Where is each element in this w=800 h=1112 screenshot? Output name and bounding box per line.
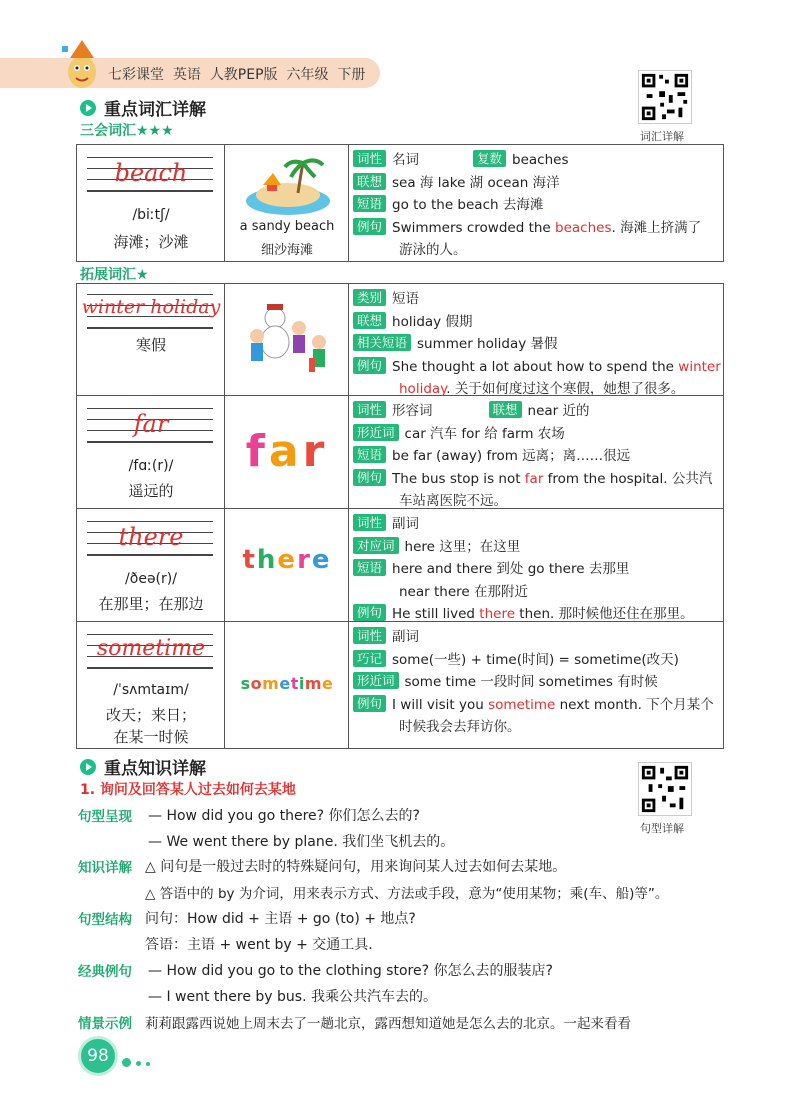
decor-dot: [122, 1058, 131, 1067]
page-number: 98: [78, 1036, 118, 1076]
word-meaning: 在那里；在那边: [98, 595, 204, 613]
explain-1: △ 问句是一般过去时的特殊疑问句，用来询问某人过去如何去某地。: [145, 859, 567, 875]
word-cell: [77, 509, 225, 621]
vocab-row-there: [77, 508, 723, 621]
image-cell: [225, 396, 349, 508]
word-phonetic: /fɑː(r)/: [128, 458, 174, 474]
image-cell: [225, 284, 349, 395]
word-cell: [77, 284, 225, 395]
present-question: — How did you go there? 你们怎么去的?: [148, 808, 420, 824]
word-script: there: [118, 523, 184, 551]
word-meaning-2: 在某一时候: [113, 728, 189, 746]
core-vocab-label: 三会词汇★★★: [80, 123, 174, 139]
play-icon: [80, 759, 96, 775]
sometime-letters-illustration: sometime: [240, 674, 334, 693]
label-classic: 经典例句: [78, 964, 132, 980]
word-script: beach: [114, 159, 188, 187]
label-scene: 情景示例: [78, 1016, 132, 1032]
word-meaning: 寒假: [135, 336, 166, 354]
word-meaning-1: 改天；来日；: [105, 706, 196, 724]
book-title: 七彩课堂 英语 人教PEP版 六年级 下册: [108, 67, 366, 83]
word-phonetic: /ðeə(r)/: [125, 571, 177, 587]
vocab-row-far: [77, 395, 723, 508]
vocab-row-sometime: [77, 621, 723, 748]
detail-cell: 词性 形容词 联想 near 近的 形近词 car 汽车 for 给 farm 农场 短语 be far (away) from 远离；离……很远 例句 The bus stop is not far from the hospital. 公共汽 车站离医院不远。: [349, 396, 723, 508]
detail-cell: 类别 短语 联想 holiday 假期 相关短语 summer holiday 暑假 例句 She thought a lot about how to spend the winter holiday. 关于如何度过这个寒假，她想了很多。: [349, 284, 723, 395]
word-script: winter holiday: [81, 296, 221, 318]
label-structure: 句型结构: [78, 912, 132, 928]
word-phonetic: /ˈsʌmtaɪm/: [113, 682, 189, 698]
section-title-knowledge: 重点知识详解: [80, 754, 206, 779]
present-answer: — We went there by plane. 我们坐飞机去的。: [148, 834, 455, 850]
structure-question: 问句：How did + 主语 + go (to) + 地点?: [145, 911, 416, 927]
word-meaning: 遥远的: [128, 482, 174, 500]
ext-vocab-label: 拓展词汇★: [80, 267, 149, 283]
image-cell: [225, 509, 349, 621]
structure-answer: 答语：主语 + went by + 交通工具.: [145, 937, 373, 953]
explain-2: △ 答语中的 by 为介词，用来表示方式、方法或手段，意为“使用某物；乘(车、船)等”。: [145, 886, 669, 902]
classic-question: — How did you go to the clothing store? 你怎么去的服装店?: [148, 963, 553, 979]
far-letters-illustration: far: [245, 426, 329, 477]
qr-code-sentence-icon[interactable]: [638, 762, 692, 816]
word-cell: [77, 622, 225, 748]
there-letters-illustration: there: [242, 545, 332, 575]
play-icon: [80, 100, 96, 116]
vocab-row-winter-holiday: [77, 284, 723, 395]
word-cell: [77, 145, 225, 261]
qr-code-vocab-icon[interactable]: [638, 70, 692, 124]
image-cell: [225, 145, 349, 261]
detail-cell: 词性 副词 巧记 some(一些) + time(时间) = sometime(改天) 形近词 some time 一段时间 sometimes 有时候 例句 I will visit you sometime next month. 下个月某个 时候我会去拜访你。: [349, 622, 723, 748]
image-caption-en: a sandy beach: [239, 219, 335, 234]
label-present: 句型呈现: [78, 809, 132, 825]
detail-cell: 词性 名词 复数 beaches 联想 sea 海 lake 湖 ocean 海洋 短语 go to the beach 去海滩 例句 Swimmers crowded the beaches. 海滩上挤满了 游泳的人。: [349, 145, 723, 261]
qr-caption-sentence: 句型详解: [640, 822, 684, 835]
vocab-row-beach: [77, 145, 723, 261]
mascot-pencil-icon: [56, 38, 108, 92]
word-meaning: 海滩；沙滩: [113, 233, 189, 251]
vocab-table-core: [76, 144, 724, 262]
word-script: far: [133, 410, 169, 438]
decor-dot: [146, 1062, 150, 1066]
image-caption-cn: 细沙海滩: [260, 243, 313, 258]
classic-answer: — I went there by bus. 我乘公共汽车去的。: [148, 989, 437, 1005]
word-script: sometime: [96, 636, 206, 661]
knowledge-point-1: 1. 询问及回答某人过去如何去某地: [80, 782, 296, 798]
winter-kids-illustration-icon: [239, 298, 335, 380]
word-cell: [77, 396, 225, 508]
word-phonetic: /biːtʃ/: [132, 207, 170, 223]
label-explain: 知识详解: [78, 860, 132, 876]
decor-dot: [136, 1061, 141, 1066]
beach-illustration-icon: [243, 155, 333, 217]
detail-cell: 词性 副词 对应词 here 这里；在这里 短语 here and there 到处 go there 去那里 near there 在那附近 例句 He still lived there then. 那时候他还住在那里。: [349, 509, 723, 621]
qr-caption-vocab: 词汇详解: [640, 130, 684, 143]
scene-text: 莉莉跟露西说她上周末去了一趟北京，露西想知道她是怎么去的北京。一起来看看: [145, 1016, 631, 1032]
image-cell: [225, 622, 349, 748]
vocab-table-extended: [76, 283, 724, 749]
section-title-vocab: 重点词汇详解: [80, 95, 206, 120]
